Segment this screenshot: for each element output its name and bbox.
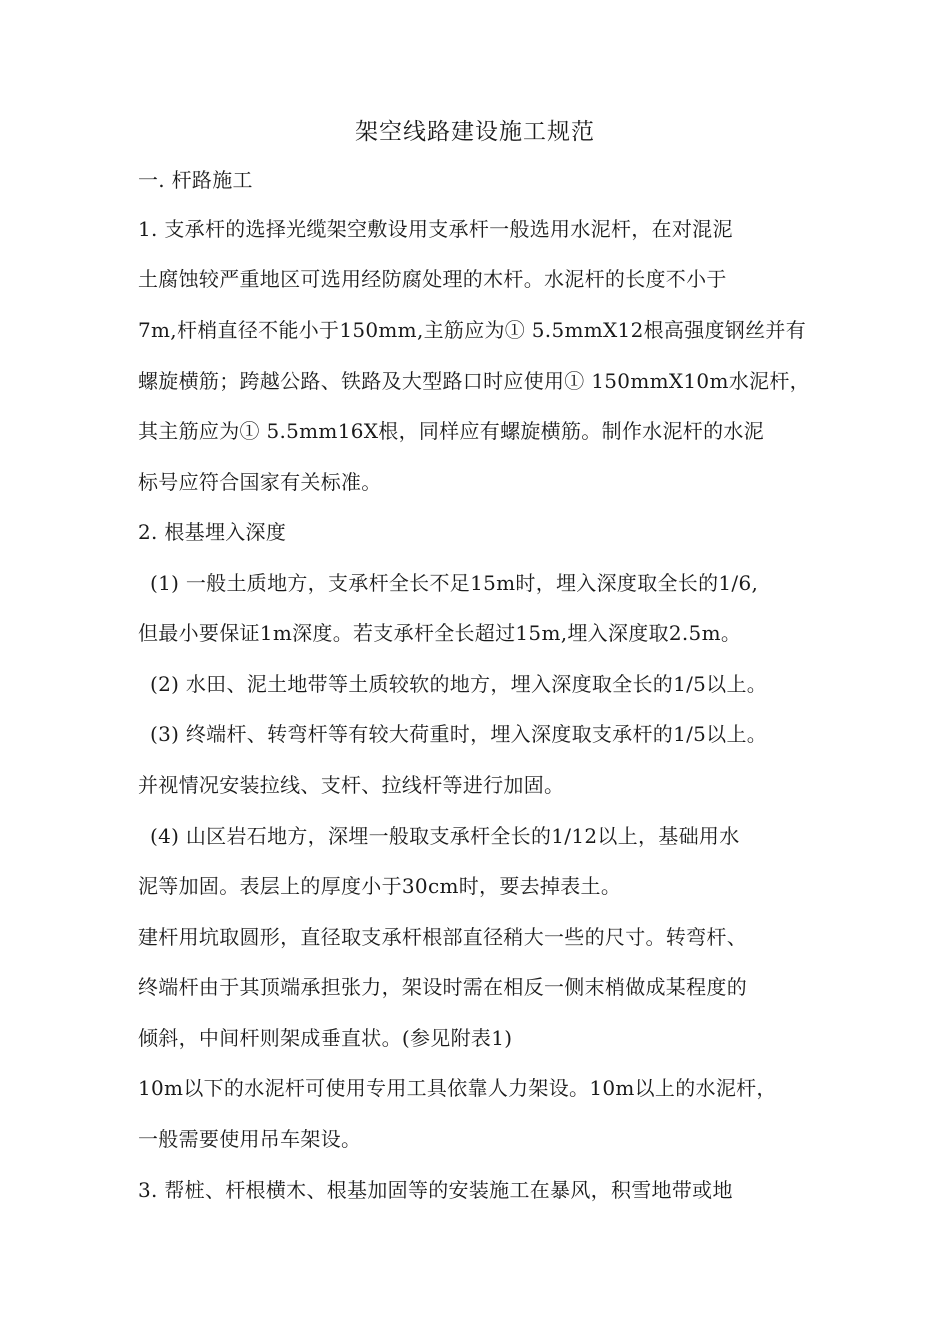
paragraph-line: 土腐蚀较严重地区可选用经防腐处理的木杆。水泥杆的长度不小于 [138, 267, 727, 291]
paragraph-line: 其主筋应为① 5.5mm16X根，同样应有螺旋横筋。制作水泥杆的水泥 [138, 419, 764, 443]
paragraph-line: 一般需要使用吊车架设。 [138, 1127, 362, 1151]
paragraph-line: 1. 支承杆的选择光缆架空敷设用支承杆一般选用水泥杆，在对混泥 [138, 217, 733, 241]
paragraph-line: (1) 一般土质地方，支承杆全长不足15m时，埋入深度取全长的1/6, [150, 571, 759, 595]
subsection-heading: 3. 帮桩、杆根横木、根基加固等的安装施工在暴风，积雪地带或地 [138, 1178, 733, 1202]
paragraph-line: 标号应符合国家有关标准。 [138, 470, 382, 494]
paragraph-line: 并视情况安装拉线、支杆、拉线杆等进行加固。 [138, 773, 565, 797]
paragraph-line: 泥等加固。表层上的厚度小于30cm时，要去掉表土。 [138, 874, 622, 898]
paragraph-line: 螺旋横筋；跨越公路、铁路及大型路口时应使用① 150mmX10m水泥杆， [138, 369, 810, 393]
paragraph-line: (4) 山区岩石地方，深埋一般取支承杆全长的1/12以上，基础用水 [150, 824, 740, 848]
paragraph-line: 10m以下的水泥杆可使用专用工具依靠人力架设。10m以上的水泥杆， [138, 1076, 777, 1100]
paragraph-line: (2) 水田、泥土地带等土质较软的地方，埋入深度取全长的1/5以上。 [150, 672, 768, 696]
subsection-heading: 2. 根基埋入深度 [138, 520, 287, 544]
paragraph-line: (3) 终端杆、转弯杆等有较大荷重时，埋入深度取支承杆的1/5以上。 [150, 722, 768, 746]
paragraph-line: 建杆用坑取圆形，直径取支承杆根部直径稍大一些的尺寸。转弯杆、 [138, 925, 747, 949]
paragraph-line: 终端杆由于其顶端承担张力，架设时需在相反一侧末梢做成某程度的 [138, 975, 747, 999]
section-heading: 一. 杆路施工 [138, 168, 253, 192]
paragraph-line: 但最小要保证1m深度。若支承杆全长超过15m,埋入深度取2.5m。 [138, 621, 742, 645]
paragraph-line: 7m,杆梢直径不能小于150mm,主筋应为① 5.5mmX12根高强度钢丝并有 [138, 318, 806, 342]
paragraph-line: 倾斜，中间杆则架成垂直状。(参见附表1) [138, 1026, 513, 1050]
document-title: 架空线路建设施工规范 [355, 119, 595, 145]
